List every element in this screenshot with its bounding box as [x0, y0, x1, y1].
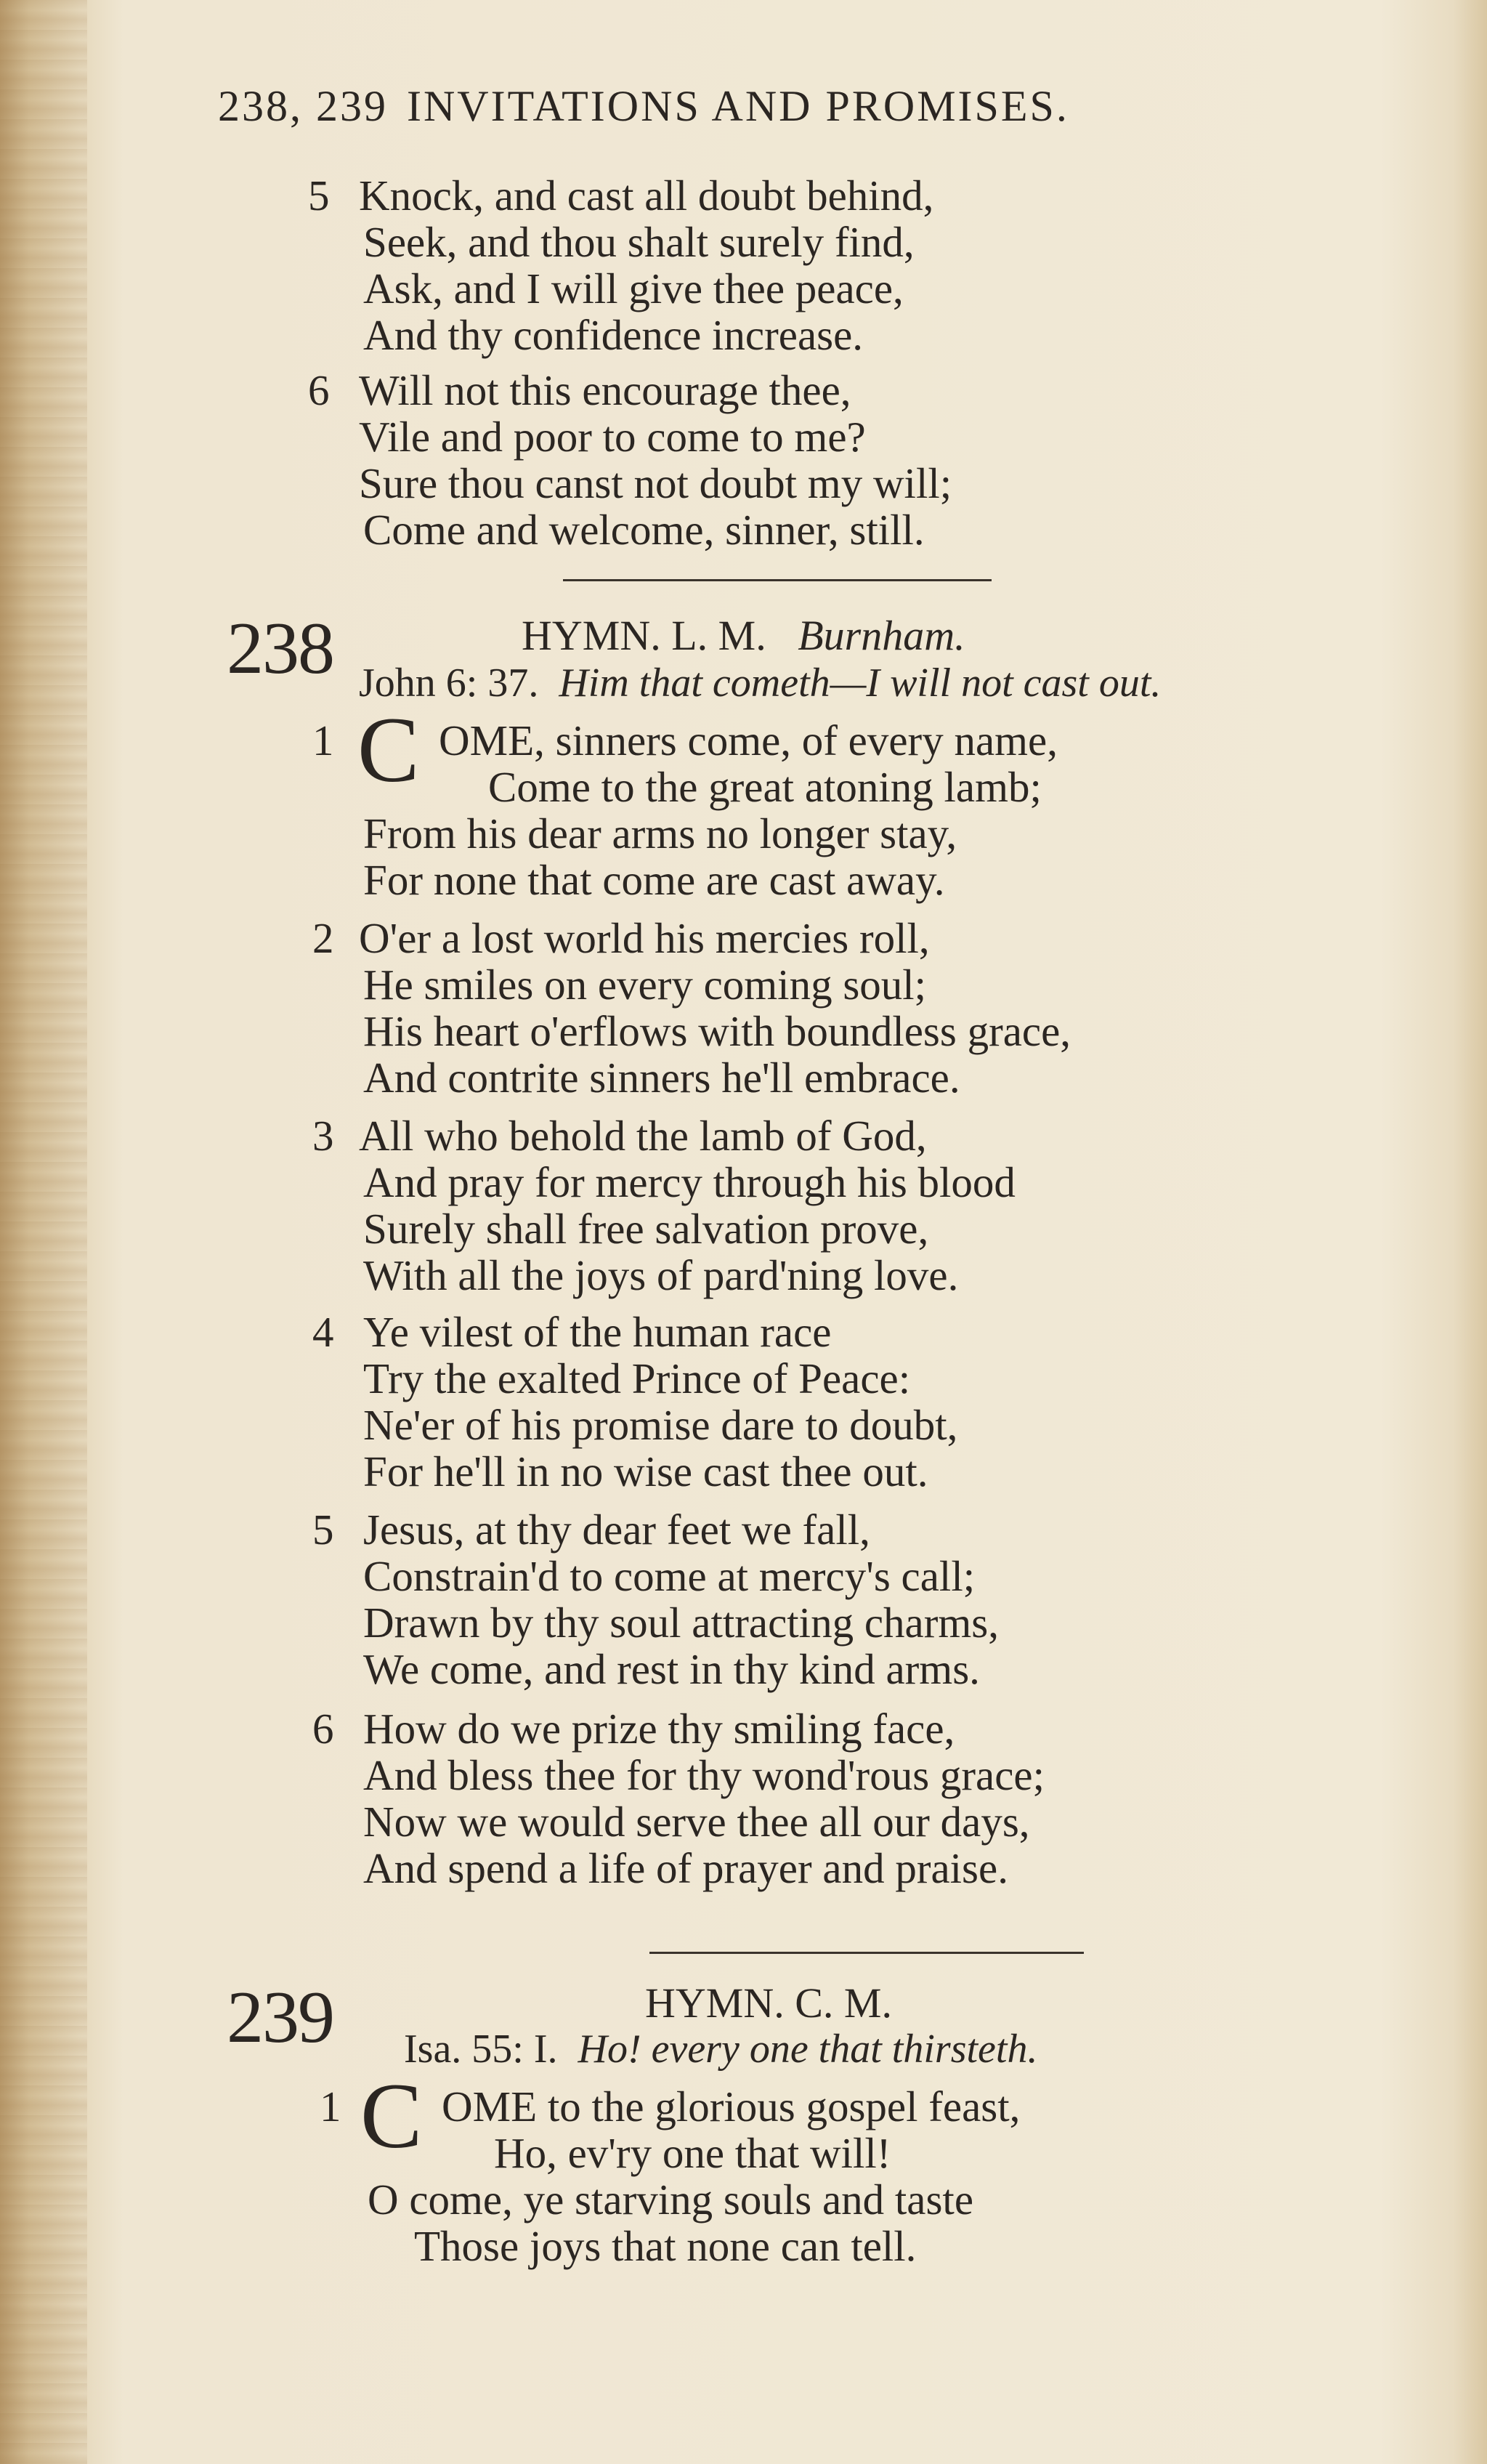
verse-line: Vile and poor to come to me?	[359, 413, 866, 461]
verse-line: O come, ye starving souls and taste	[368, 2176, 974, 2223]
verse-line: And thy confidence increase.	[363, 311, 864, 359]
verse-line: How do we prize thy smiling face,	[363, 1705, 955, 1753]
verse-line: Jesus, at thy dear feet we fall,	[363, 1506, 870, 1554]
verse-number: 6	[308, 366, 330, 414]
running-head	[218, 81, 1191, 132]
verse-line: All who behold the lamb of God,	[359, 1112, 927, 1160]
verse-line: O'er a lost world his mercies roll,	[359, 914, 930, 962]
section-divider	[649, 1952, 1084, 1954]
verse-line: For none that come are cast away.	[363, 856, 945, 904]
verse-line: Those joys that none can tell.	[414, 2222, 917, 2270]
hymn-meter: HYMN. L. M.	[522, 612, 766, 659]
running-head-title: INVITATIONS AND PROMISES.	[407, 82, 1069, 130]
verse-number: 6	[312, 1705, 334, 1753]
verse-number: 5	[312, 1506, 334, 1554]
drop-cap: C	[357, 698, 420, 801]
verse-number: 5	[308, 171, 330, 219]
verse-line: Drawn by thy soul attracting charms,	[363, 1599, 999, 1647]
verse-line: Knock, and cast all doubt behind,	[359, 171, 934, 219]
verse-number: 1	[312, 716, 334, 764]
verse-number: 2	[312, 914, 334, 962]
hymn-number: 238	[227, 607, 333, 690]
hymn-heading: HYMN. C. M.	[645, 1979, 892, 2027]
scripture-citation: Isa. 55: I.	[404, 2027, 558, 2072]
verse-line: Try the exalted Prince of Peace:	[363, 1354, 911, 1402]
drop-cap: C	[360, 2064, 423, 2168]
verse-line: OME to the glorious gospel feast,	[442, 2083, 1021, 2130]
hymn-tune: Burnham.	[798, 612, 965, 659]
verse-line: From his dear arms no longer stay,	[363, 809, 957, 857]
verse-line: Ne'er of his promise dare to doubt,	[363, 1401, 958, 1449]
verse-line: And spend a life of prayer and praise.	[363, 1844, 1008, 1892]
verse-line: Surely shall free salvation prove,	[363, 1205, 929, 1253]
verse-line: With all the joys of pard'ning love.	[363, 1251, 959, 1299]
verse-line: For he'll in no wise cast thee out.	[363, 1447, 928, 1495]
verse-line: Constrain'd to come at mercy's call;	[363, 1552, 976, 1600]
verse-line: Seek, and thou shalt surely find,	[363, 218, 915, 266]
verse-line: He smiles on every coming soul;	[363, 961, 927, 1009]
section-divider	[563, 579, 992, 581]
verse-line: Will not this encourage thee,	[359, 366, 851, 414]
scripture-reference	[404, 2027, 1038, 2072]
verse-line: We come, and rest in thy kind arms.	[363, 1645, 980, 1693]
page-numbers: 238, 239	[218, 82, 388, 130]
verse-line: And contrite sinners he'll embrace.	[363, 1054, 960, 1102]
verse-line: And bless thee for thy wond'rous grace;	[363, 1751, 1045, 1799]
verse-line: His heart o'erflows with boundless grace,	[363, 1007, 1071, 1055]
verse-number: 1	[320, 2083, 341, 2130]
verse-number: 4	[312, 1308, 334, 1356]
verse-line: Sure thou canst not doubt my will;	[359, 459, 952, 507]
verse-line: Ho, ev'ry one that will!	[494, 2129, 891, 2177]
scripture-reference	[359, 661, 1162, 706]
verse-line: Now we would serve thee all our days,	[363, 1798, 1030, 1846]
verse-line: Come to the great atoning lamb;	[488, 763, 1042, 811]
verse-line: Come and welcome, sinner, still.	[363, 506, 925, 554]
page-edge-stain	[0, 0, 87, 2464]
scripture-quote: Him that cometh—I will not cast out.	[559, 661, 1162, 706]
verse-line: OME, sinners come, of every name,	[439, 716, 1058, 764]
scripture-quote: Ho! every one that thirsteth.	[578, 2027, 1038, 2072]
verse-line: And pray for mercy through his blood	[363, 1158, 1016, 1206]
hymn-heading	[522, 612, 965, 659]
verse-number: 3	[312, 1112, 334, 1160]
verse-line: Ask, and I will give thee peace,	[363, 264, 904, 312]
hymn-number: 239	[227, 1976, 333, 2059]
scripture-citation: John 6: 37.	[359, 661, 539, 706]
verse-line: Ye vilest of the human race	[363, 1308, 832, 1356]
